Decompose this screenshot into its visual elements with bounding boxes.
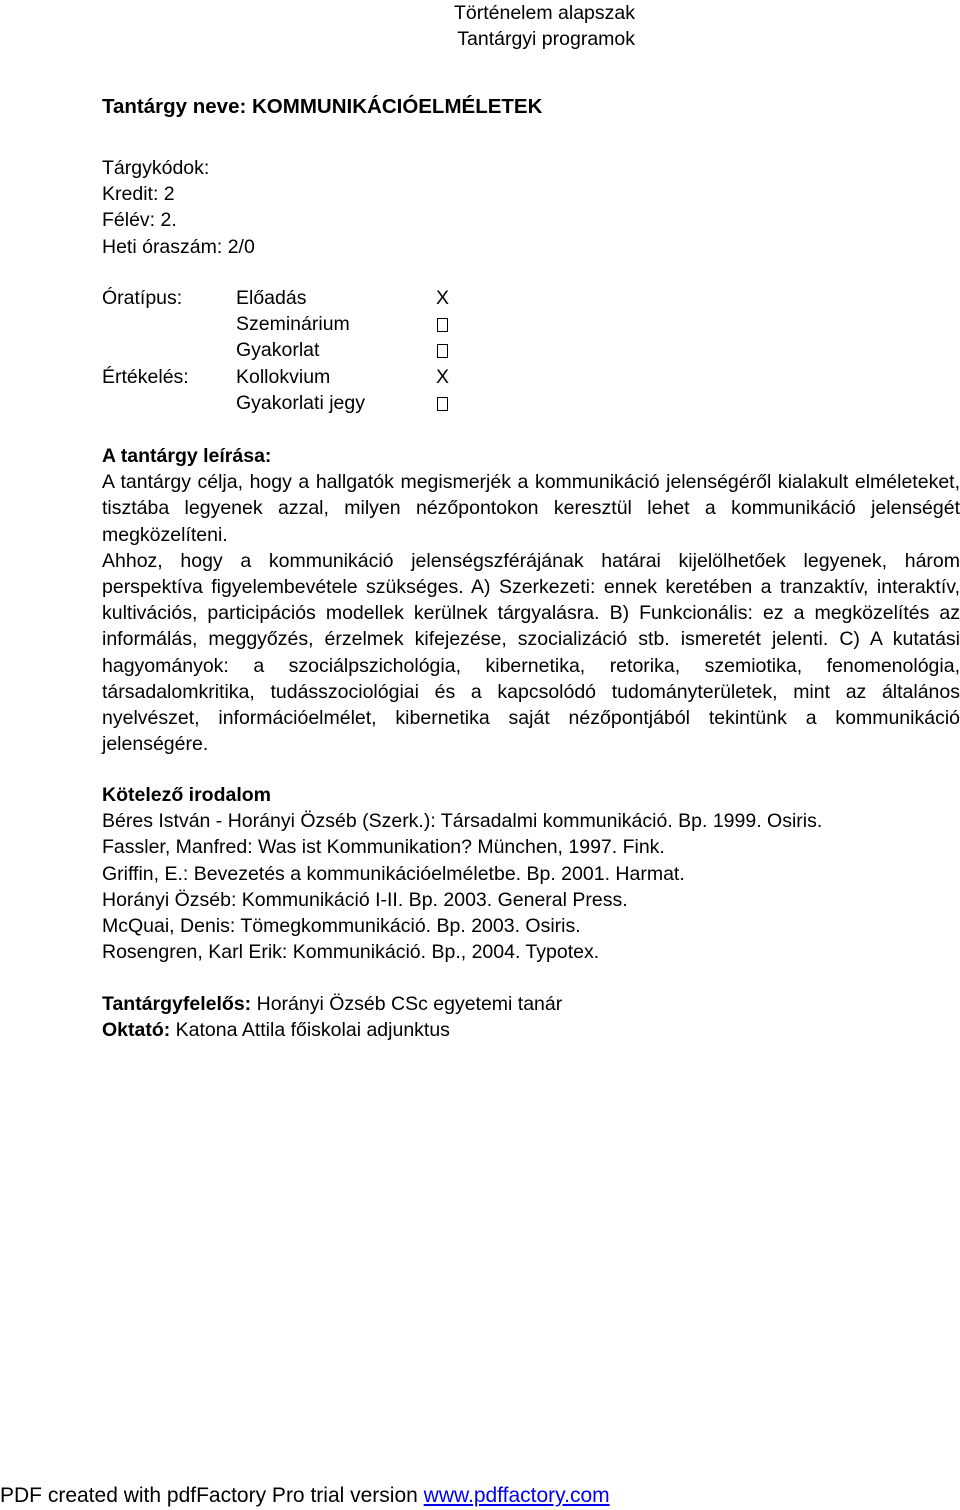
responsible-value: Horányi Özséb CSc egyetemi tanár bbox=[251, 993, 563, 1015]
course-credit: Kredit: 2 bbox=[102, 183, 175, 206]
document-type: Tantárgyi programok bbox=[457, 28, 635, 50]
x-mark: X bbox=[436, 365, 450, 388]
option-name: Gyakorlat bbox=[236, 339, 320, 362]
footer-text: PDF created with pdfFactory Pro trial version bbox=[0, 1484, 424, 1507]
course-codes: Tárgykódok: bbox=[102, 157, 210, 179]
literature-heading: Kötelező irodalom bbox=[102, 784, 272, 806]
option-name: Kollokvium bbox=[236, 365, 331, 388]
evaluation-row bbox=[102, 364, 466, 390]
program-name: Történelem alapszak bbox=[453, 2, 635, 24]
evaluation-label: Értékelés: bbox=[102, 365, 189, 388]
option-mark bbox=[436, 311, 466, 337]
class-type-label: Óratípus: bbox=[102, 287, 183, 309]
class-type-row bbox=[102, 311, 466, 337]
literature-section bbox=[102, 782, 822, 965]
instructor-value: Katona Attila főiskolai adjunktus bbox=[170, 1019, 450, 1042]
class-type-row bbox=[102, 337, 466, 363]
course-semester: Félév: 2. bbox=[102, 209, 177, 232]
description-paragraph: A tantárgy célja, hogy a hallgatók megismerjék a kommunikáció jelenségéről kialakult elméleteket, tisztába legyenek azzal, milyen nézőpontokon keresztül lehet a kommunikáció jelenségét megközelíteni. bbox=[102, 471, 960, 546]
literature-item: Fassler, Manfred: Was ist Kommunikation? München, 1997. Fink. bbox=[102, 836, 665, 859]
description-paragraph: Ahhoz, hogy a kommunikáció jelenségszférájának határai kijelölhetőek legyenek, három perspektíva figyelembevétele szükséges. A) Szerkezeti: ennek keretében a tranzaktív, interaktív, kultivációs, participációs modellek kerülnek tárgyalásra. B) Funkcionális: ez a megközelítés az informálás, meggyőzés, érzelmek kifejezése, szocializáció stb. ismeretét jelenti. C) A kutatási hagyományok: a szociálpszichológia, kibernetika, retorika, szemiotika, fenomenológia, társadalomkritika, tudásszociológiai és a kapcsolódó tudományterületek, mint az általános nyelvészet, információelmélet, kibernetika saját nézőpontjából tekintünk a kommunikáció jelenségére. bbox=[102, 549, 960, 756]
pdf-footer bbox=[0, 1483, 610, 1509]
option-name: Szeminárium bbox=[236, 313, 350, 336]
document-header bbox=[454, 0, 635, 52]
course-instructor bbox=[102, 1017, 562, 1043]
literature-item: Horányi Özséb: Kommunikáció I-II. Bp. 2003. General Press. bbox=[102, 888, 628, 911]
literature-item: Griffin, E.: Bevezetés a kommunikációelméletbe. Bp. 2001. Harmat. bbox=[102, 862, 685, 885]
instructor-label: Oktató: bbox=[102, 1019, 171, 1042]
option-mark bbox=[436, 285, 466, 311]
course-responsible bbox=[102, 991, 562, 1017]
option-name: Gyakorlati jegy bbox=[236, 391, 365, 414]
option-name: Előadás bbox=[236, 287, 307, 309]
course-title: Tantárgy neve: KOMMUNIKÁCIÓELMÉLETEK bbox=[102, 95, 543, 118]
description-heading: A tantárgy leírása: bbox=[102, 445, 272, 467]
option-mark bbox=[436, 390, 466, 416]
course-description bbox=[102, 443, 960, 757]
literature-item: Béres István - Horányi Özséb (Szerk.): Társadalmi kommunikáció. Bp. 1999. Osiris. bbox=[102, 810, 823, 833]
class-type-row bbox=[102, 285, 466, 311]
empty-checkbox-icon bbox=[437, 318, 448, 332]
empty-checkbox-icon bbox=[437, 397, 448, 411]
literature-item: Rosengren, Karl Erik: Kommunikáció. Bp., 2004. Typotex. bbox=[102, 941, 600, 964]
empty-checkbox-icon bbox=[437, 344, 448, 358]
option-mark bbox=[436, 337, 466, 363]
evaluation-row bbox=[102, 390, 466, 416]
staff-section bbox=[102, 991, 562, 1043]
option-mark bbox=[436, 364, 466, 390]
literature-item: McQuai, Denis: Tömegkommunikáció. Bp. 2003. Osiris. bbox=[102, 915, 581, 938]
course-meta bbox=[102, 155, 255, 260]
course-hours: Heti óraszám: 2/0 bbox=[102, 235, 255, 258]
responsible-label: Tantárgyfelelős: bbox=[102, 993, 252, 1015]
x-mark: X bbox=[436, 287, 450, 309]
pdffactory-link[interactable]: www.pdffactory.com bbox=[423, 1484, 610, 1507]
class-type-evaluation-table bbox=[102, 285, 466, 416]
